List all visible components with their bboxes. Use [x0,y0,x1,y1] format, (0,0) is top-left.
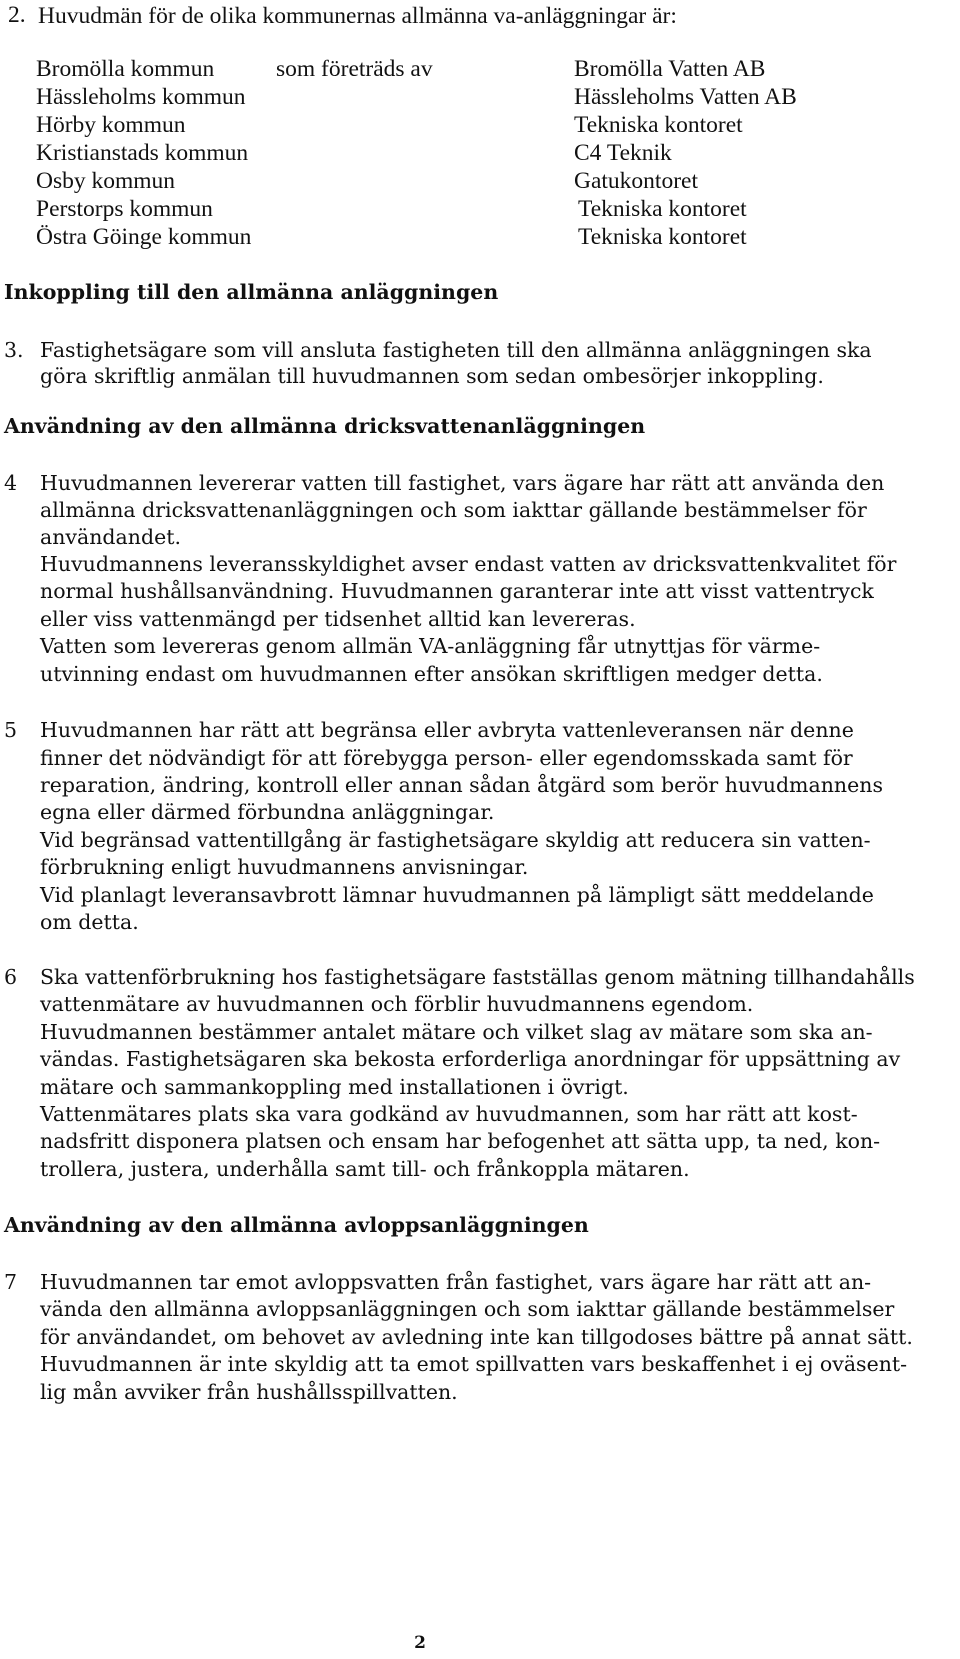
section-6-line-6: Vattenmätares plats ska vara godkänd av huvudmannen, som har rätt att kost- [40,1102,858,1126]
kommun-row-4: Kristianstads kommun [36,140,249,166]
section-6-number: 6 [4,965,18,989]
org-row-5: Gatukontoret [574,168,698,194]
kommun-row-5: Osby kommun [36,168,176,194]
kommun-row-3: Hörby kommun [36,112,186,138]
section-6-line-7: nadsfritt disponera platsen och ensam har befogenhet att sätta upp, ta ned, kon- [40,1129,881,1153]
section-4-line-6: eller viss vattenmängd per tidsenhet alltid kan levereras. [40,607,636,631]
org-row-4: C4 Teknik [574,140,672,166]
section-7-line-4: Huvudmannen är inte skyldig att ta emot spillvatten vars beskaffenhet i ej oväsent- [40,1352,908,1376]
section-7-line-2: vända den allmänna avloppsanläggningen och som iakttar gällande bestämmelser [40,1297,895,1321]
kommun-row-2: Hässleholms kommun [36,84,246,110]
section-4-line-2: allmänna dricksvattenanläggningen och som iakttar gällande bestämmelser för [40,498,867,522]
section-2-intro: Huvudmän för de olika kommunernas allmänna va-anläggningar är: [38,3,677,29]
section-5-line-6: förbrukning enligt huvudmannens anvisningar. [40,855,529,879]
org-row-3: Tekniska kontoret [574,112,743,138]
section-5-number: 5 [4,718,18,742]
section-6-line-1: Ska vattenförbrukning hos fastighetsägare fastställas genom mätning tillhandahålls [40,965,915,989]
section-5-line-4: egna eller därmed förbundna anläggningar. [40,800,495,824]
section-5-line-2: finner det nödvändigt för att förebygga person- eller egendomsskada samt för [40,746,853,770]
section-3-number: 3. [4,338,24,362]
section-7-number: 7 [4,1270,18,1294]
kommun-row-1: Bromölla kommun [36,56,215,82]
section-4-line-8: utvinning endast om huvudmannen efter ansökan skriftligen medger detta. [40,662,823,686]
kommun-row-7: Östra Göinge kommun [36,224,252,250]
section-5-line-5: Vid begränsad vattentillgång är fastighetsägare skyldig att reducera sin vatten- [40,828,871,852]
org-row-6: Tekniska kontoret [578,196,747,222]
org-row-2: Hässleholms Vatten AB [574,84,797,110]
org-row-1: Bromölla Vatten AB [574,56,766,82]
section-6-line-2: vattenmätare av huvudmannen och förblir huvudmannens egendom. [40,992,754,1016]
org-row-7: Tekniska kontoret [578,224,747,250]
section-6-line-5: mätare och sammankoppling med installationen i övrigt. [40,1075,629,1099]
section-5-line-3: reparation, ändring, kontroll eller annan sådan åtgärd som berör huvudmannens [40,773,883,797]
heading-dricksvatten: Användning av den allmänna dricksvattenanläggningen [4,414,646,438]
kommun-row-6: Perstorps kommun [36,196,213,222]
heading-avlopp: Användning av den allmänna avloppsanläggningen [4,1213,589,1237]
section-4-line-7: Vatten som levereras genom allmän VA-anläggning får utnyttjas för värme- [40,634,821,658]
page-number: 2 [414,1633,426,1653]
section-4-line-5: normal hushållsanvändning. Huvudmannen garanterar inte att visst vattentryck [40,579,874,603]
section-6-line-3: Huvudmannen bestämmer antalet mätare och vilket slag av mätare som ska an- [40,1020,873,1044]
section-6-line-8: trollera, justera, underhålla samt till- och frånkoppla mätaren. [40,1157,690,1181]
section-4-line-4: Huvudmannens leveransskyldighet avser endast vatten av dricksvattenkvalitet för [40,552,897,576]
section-4-number: 4 [4,471,18,495]
section-4-line-1: Huvudmannen levererar vatten till fastighet, vars ägare har rätt att använda den [40,471,885,495]
section-5-line-8: om detta. [40,910,139,934]
section-2-number: 2. [8,2,26,28]
section-3-line-2: göra skriftlig anmälan till huvudmannen som sedan ombesörjer inkoppling. [40,364,824,388]
section-7-line-1: Huvudmannen tar emot avloppsvatten från fastighet, vars ägare har rätt att an- [40,1270,872,1294]
heading-inkoppling: Inkoppling till den allmänna anläggningen [4,280,499,304]
section-7-line-5: lig mån avviker från hushållsspillvatten. [40,1380,458,1404]
section-7-line-3: för användandet, om behovet av avledning inte kan tillgodoses bättre på annat sätt. [40,1325,913,1349]
section-6-line-4: vändas. Fastighetsägaren ska bekosta erforderliga anordningar för uppsättning av [40,1047,901,1071]
represented-by-label: som företräds av [276,56,433,82]
section-3-line-1: Fastighetsägare som vill ansluta fastigheten till den allmänna anläggningen ska [40,338,872,362]
section-5-line-1: Huvudmannen har rätt att begränsa eller avbryta vattenleveransen när denne [40,718,854,742]
section-4-line-3: användandet. [40,525,181,549]
section-5-line-7: Vid planlagt leveransavbrott lämnar huvudmannen på lämpligt sätt meddelande [40,883,874,907]
